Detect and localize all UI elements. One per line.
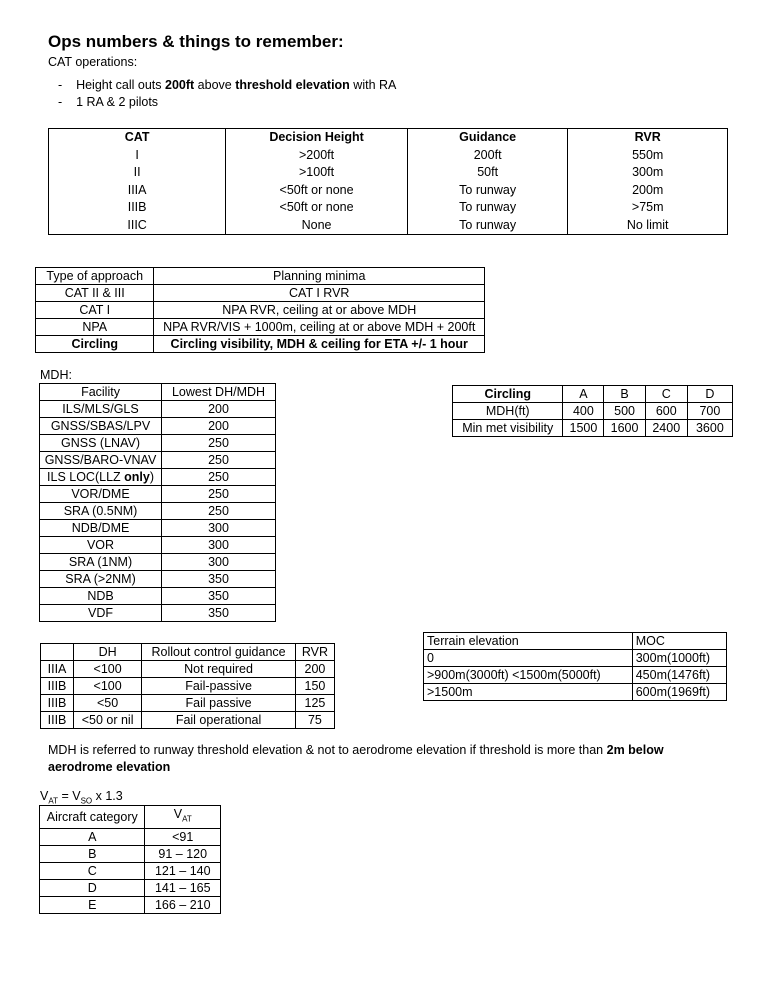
table-row [40,879,221,896]
header-cell: RVR [295,644,334,661]
table-cell: II [49,164,226,182]
table-row [40,520,276,537]
cat-table [48,128,728,235]
table-cell: 250 [162,435,276,452]
note-bold: 2m below aerodrome elevation [48,743,664,774]
table-cell: 600 [645,403,687,420]
page-title: Ops numbers & things to remember: [48,32,344,51]
table-cell: 250 [162,469,276,486]
table-cell: 350 [162,571,276,588]
header-cell: $V_{AT}$ [145,806,221,829]
table-cell: 125 [295,695,334,712]
table-cell: 200ft [407,147,568,165]
header-cell: Planning minima [154,268,485,285]
table-cell: 600m(1969ft) [632,684,726,701]
table-cell: IIIA [41,661,74,678]
table-row [40,605,276,622]
table-cell: ILS/MLS/GLS [40,401,162,418]
table-cell: Not required [142,661,296,678]
table-cell: IIIB [41,712,74,729]
circling-table [452,385,733,437]
header-cell: Facility [40,384,162,401]
text: AT [48,796,58,806]
table-cell: SRA (1NM) [40,554,162,571]
table-row [41,712,335,729]
header-cell: Guidance [407,129,568,147]
table-row [40,896,221,913]
table-row [453,420,733,437]
table-cell: 150 [295,678,334,695]
table-cell: NDB/DME [40,520,162,537]
text: above [194,78,236,92]
table-cell: SRA (>2NM) [40,571,162,588]
table-cell: <50 or nil [74,712,142,729]
table-cell: 200 [295,661,334,678]
table-cell: 250 [162,503,276,520]
table-cell: CAT II & III [36,285,154,302]
table-cell: IIIA [49,182,226,200]
table-row [40,486,276,503]
table-cell: 400 [563,403,604,420]
header-cell: Decision Height [226,129,408,147]
header-cell: DH [74,644,142,661]
table-cell: 121 – 140 [145,862,221,879]
table-cell: >200ft [226,147,408,165]
text: with RA [349,78,397,92]
table-cell: To runway [407,199,568,217]
table-row [41,661,335,678]
table-row [40,418,276,435]
table-cell: GNSS/BARO-VNAV [40,452,162,469]
table-header-row [424,633,727,650]
header-cell: MOC [632,633,726,650]
table-cell: IIIB [41,678,74,695]
bullet-height-callouts: - Height call outs 200ft above threshold elevation with RA [58,78,397,92]
table-row [49,182,728,200]
table-row [41,695,335,712]
table-cell: A [40,828,145,845]
table-row [40,503,276,520]
table-row [36,302,485,319]
table-cell: >100ft [226,164,408,182]
table-cell: No limit [568,217,728,235]
table-row [40,571,276,588]
table-cell: 200 [162,418,276,435]
table-cell: NPA RVR/VIS + 1000m, ceiling at or above MDH + 200ft [154,319,485,336]
table-row [424,684,727,701]
table-cell: Min met visibility [453,420,563,437]
table-row [40,828,221,845]
table-cell: 250 [162,452,276,469]
header-cell: Lowest DH/MDH [162,384,276,401]
table-row [49,164,728,182]
table-cell: 550m [568,147,728,165]
text: Height call outs [76,78,165,92]
table-cell: 300m [568,164,728,182]
table-cell: 91 – 120 [145,845,221,862]
table-cell: CAT I RVR [154,285,485,302]
table-row [40,588,276,605]
table-row [49,217,728,235]
table-cell: CAT I [36,302,154,319]
table-row [49,147,728,165]
header-cell: A [563,386,604,403]
table-header-row [36,268,485,285]
table-cell: >900m(3000ft) <1500m(5000ft) [424,667,633,684]
table-cell: 1600 [604,420,645,437]
text-bold: threshold elevation [235,78,350,92]
table-cell: GNSS/SBAS/LPV [40,418,162,435]
table-cell: 300m(1000ft) [632,650,726,667]
note-text: MDH is referred to runway threshold elevation & not to aerodrome elevation if threshold is more than [48,743,607,757]
header-cell: Terrain elevation [424,633,633,650]
table-cell: NPA RVR, ceiling at or above MDH [154,302,485,319]
table-cell: 200 [162,401,276,418]
table-header-row [41,644,335,661]
table-cell: SRA (0.5NM) [40,503,162,520]
table-cell: 200m [568,182,728,200]
table-cell: IIIB [41,695,74,712]
vat-table [39,805,221,914]
table-cell: 450m(1476ft) [632,667,726,684]
header-cell: Circling [453,386,563,403]
header-cell: B [604,386,645,403]
table-cell: D [40,879,145,896]
table-cell: <100 [74,678,142,695]
table-cell: 350 [162,605,276,622]
table-cell: C [40,862,145,879]
text: x 1.3 [92,789,123,803]
table-row [424,667,727,684]
table-cell: GNSS (LNAV) [40,435,162,452]
header-cell: Type of approach [36,268,154,285]
table-row [424,650,727,667]
table-cell: IIIC [49,217,226,235]
mdh-note [48,742,728,776]
bullet-ra-pilots: - 1 RA & 2 pilots [58,95,159,109]
header-cell: Aircraft category [40,806,145,829]
table-cell: 0 [424,650,633,667]
table-row [36,319,485,336]
subscript: AT [182,814,192,824]
table-cell: 700 [687,403,732,420]
header-cell: RVR [568,129,728,147]
table-cell: 300 [162,520,276,537]
table-cell: >1500m [424,684,633,701]
text: V [40,789,49,803]
table-header-row [453,386,733,403]
table-cell: <50 [74,695,142,712]
header-cell [41,644,74,661]
table-cell: To runway [407,217,568,235]
table-cell: ILS LOC(LLZ only) [40,469,162,486]
header-cell: CAT [49,129,226,147]
table-cell: 500 [604,403,645,420]
table-header-row [40,806,221,829]
table-cell: VOR [40,537,162,554]
table-row [40,469,276,486]
table-cell: B [40,845,145,862]
text-bold: 200ft [165,78,195,92]
table-cell: 250 [162,486,276,503]
table-cell: Fail passive [142,695,296,712]
table-cell: I [49,147,226,165]
table-cell: Circling visibility, MDH & ceiling for ETA +/- 1 hour [154,336,485,353]
header-cell: D [687,386,732,403]
table-row [49,199,728,217]
table-cell: >75m [568,199,728,217]
table-cell: 50ft [407,164,568,182]
table-cell: VOR/DME [40,486,162,503]
table-row [36,336,485,353]
table-cell: 300 [162,537,276,554]
table-row [40,452,276,469]
cat3-rollout-table [40,643,335,729]
mdh-table [39,383,276,622]
text: = V [57,789,81,803]
table-cell: None [226,217,408,235]
vat-formula [40,789,123,806]
table-header-row [49,129,728,147]
table-cell: 166 – 210 [145,896,221,913]
table-cell: NPA [36,319,154,336]
table-cell: 350 [162,588,276,605]
table-row [40,435,276,452]
text: 1 RA & 2 pilots [76,95,159,109]
table-row [41,678,335,695]
table-row [40,537,276,554]
cat-ops-heading: CAT operations: [48,55,138,69]
table-cell: NDB [40,588,162,605]
moc-table [423,632,727,701]
table-row [40,401,276,418]
table-cell: 141 – 165 [145,879,221,896]
table-cell: <50ft or none [226,199,408,217]
table-cell: 1500 [563,420,604,437]
table-row [36,285,485,302]
table-row [40,862,221,879]
table-cell: <91 [145,828,221,845]
table-cell: Circling [36,336,154,353]
table-cell: IIIB [49,199,226,217]
table-header-row [40,384,276,401]
table-row [40,554,276,571]
header-cell: C [645,386,687,403]
table-cell: <50ft or none [226,182,408,200]
table-cell: Fail-passive [142,678,296,695]
mdh-label: MDH: [40,368,72,382]
table-cell: To runway [407,182,568,200]
table-row [40,845,221,862]
table-cell: 3600 [687,420,732,437]
table-cell: Fail operational [142,712,296,729]
table-cell: VDF [40,605,162,622]
text: SO [80,796,93,806]
table-cell: 2400 [645,420,687,437]
planning-minima-table [35,267,485,353]
table-cell: 300 [162,554,276,571]
header-cell: Rollout control guidance [142,644,296,661]
table-cell: <100 [74,661,142,678]
table-cell: MDH(ft) [453,403,563,420]
table-cell: E [40,896,145,913]
table-row [453,403,733,420]
table-cell: 75 [295,712,334,729]
